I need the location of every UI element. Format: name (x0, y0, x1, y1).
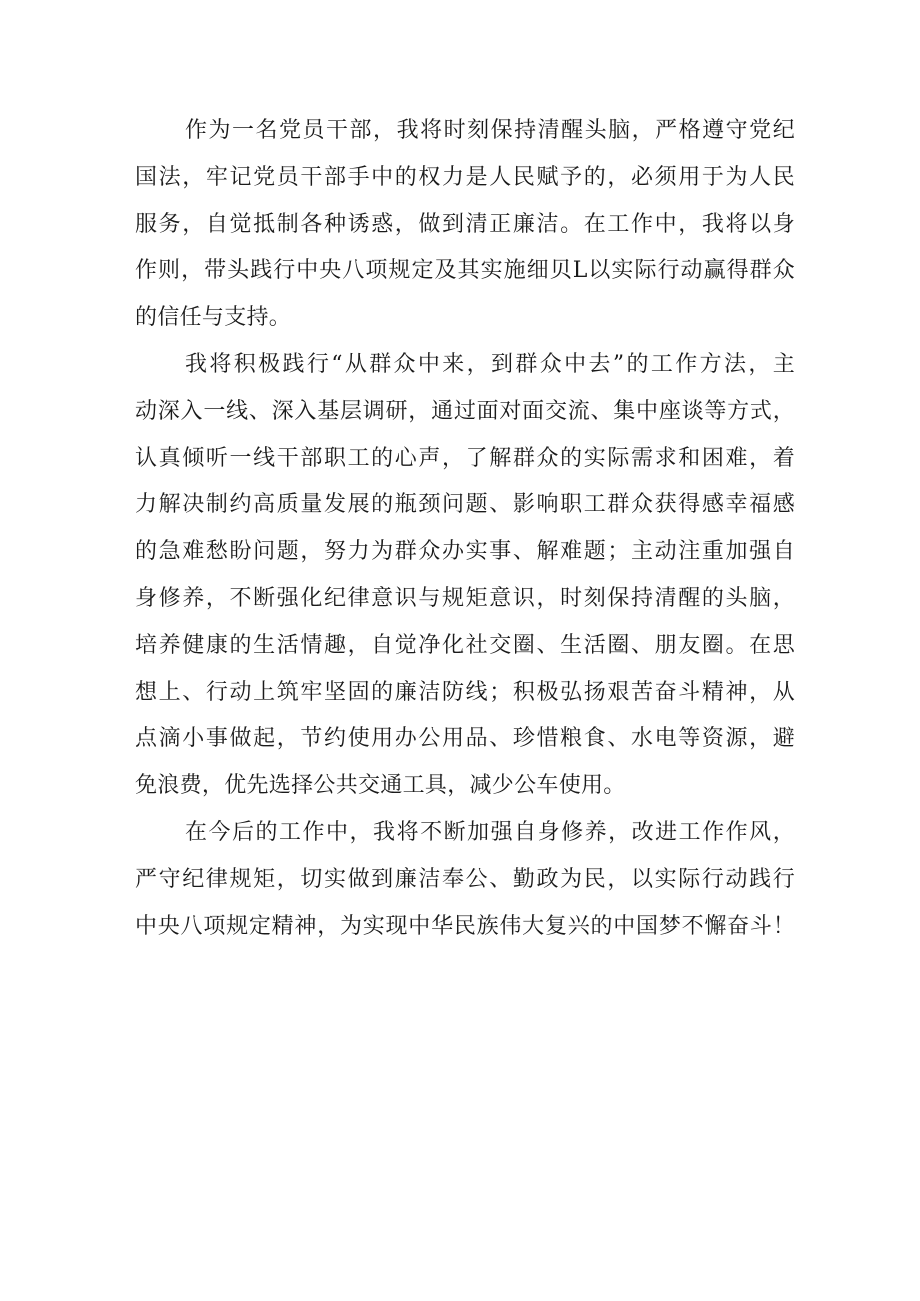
text-line: 服务，自觉抵制各种诱惑，做到清正廉洁。在工作中，我将以身 (135, 211, 795, 237)
paragraph-1 (135, 108, 795, 342)
text-line: 想上、行动上筑牢坚固的廉洁防线；积极弘扬艰苦奋斗精神，从 (135, 679, 795, 705)
text-line: 的信任与支持。 (135, 305, 292, 331)
text-line: 严守纪律规矩，切实做到廉洁奉公、勤政为民，以实际行动践行 (135, 866, 795, 892)
text-line: 培养健康的生活情趣，自觉净化社交圈、生活圈、朋友圈。在思 (135, 632, 795, 658)
text-line: 作则，带头践行中央八项规定及其实施细贝L以实际行动赢得群众 (135, 258, 795, 284)
paragraph-2 (135, 342, 795, 810)
text-line: 我将积极践行“从群众中来，到群众中去”的工作方法，主 (185, 351, 795, 377)
text-line: 国法，牢记党员干部手中的权力是人民赋予的，必须用于为人民 (135, 164, 795, 190)
text-line: 作为一名党员干部，我将时刻保持清醒头脑，严格遵守党纪 (185, 118, 795, 143)
text-line: 动深入一线、深入基层调研，通过面对面交流、集中座谈等方式， (135, 398, 795, 424)
text-line: 认真倾听一线干部职工的心声，了解群众的实际需求和困难，着 (135, 445, 795, 471)
text-line: 中央八项规定精神，为实现中华民族伟大复兴的中国梦不懈奋斗！ (135, 913, 795, 939)
text-line: 点滴小事做起，节约使用办公用品、珍惜粮食、水电等资源，避 (135, 726, 795, 752)
text-line: 力解决制约高质量发展的瓶颈问题、影响职工群众获得感幸福感 (135, 492, 795, 518)
text-line: 免浪费，优先选择公共交通工具，减少公车使用。 (135, 773, 626, 799)
text-line: 身修养，不断强化纪律意识与规矩意识，时刻保持清醒的头脑， (135, 585, 795, 611)
text-line: 在今后的工作中，我将不断加强自身修养，改进工作作风， (185, 819, 795, 845)
text-line: 的急难愁盼问题，努力为群众办实事、解难题；主动注重加强自 (135, 539, 795, 565)
document-body (135, 108, 795, 950)
paragraph-3 (135, 810, 795, 950)
